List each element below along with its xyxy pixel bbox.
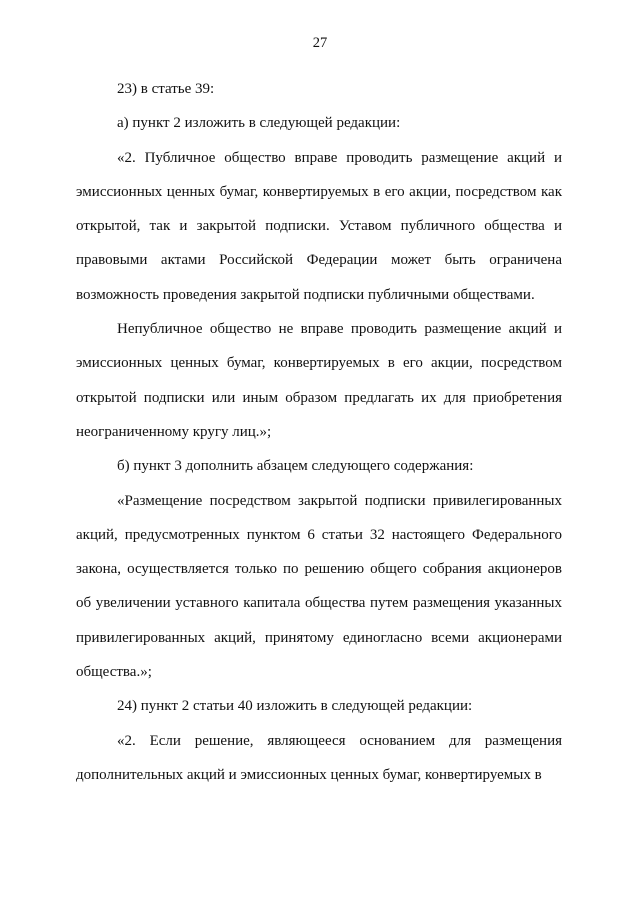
page-number: 27 [312, 35, 328, 51]
paragraph-quote-point-2: «2. Публичное общество вправе проводить размещение акций и эмиссионных ценных бумаг, конвертируемых в его акции, посредством как открытой, так и закрытой подписки. Уставом публичного общества и правовыми актами Российской Федерации может быть ограничена возможность проведения закрытой подписки публичными обществами. [76, 149, 562, 303]
paragraph-subitem-a: а) пункт 2 изложить в следующей редакции: [117, 115, 401, 132]
paragraph-quote-preferred-shares: «Размещение посредством закрытой подписки привилегированных акций, предусмотренных пунктом 6 статьи 32 настоящего Федерального закона, осуществляется только по решению общего собрания акционеров об увеличении уставного капитала общества путем размещения указанных привилегированных акций, принятому единогласно всеми акционерами общества.»; [76, 492, 562, 681]
paragraph-quote-point-2-article-40: «2. Если решение, являющееся основанием для размещения дополнительных акций и эмиссионных ценных бумаг, конвертируемых в [76, 732, 562, 783]
paragraph-subitem-b: б) пункт 3 дополнить абзацем следующего содержания: [117, 458, 474, 475]
paragraph-item-24: 24) пункт 2 статьи 40 изложить в следующей редакции: [117, 698, 473, 715]
paragraph-item-23: 23) в статье 39: [117, 81, 215, 97]
document-body [76, 72, 562, 792]
paragraph-nonpublic-company: Непубличное общество не вправе проводить размещение акций и эмиссионных ценных бумаг, конвертируемых в его акции, посредством открытой подписки или иным образом предлагать их для приобретения неограниченному кругу лиц.»; [76, 321, 562, 440]
